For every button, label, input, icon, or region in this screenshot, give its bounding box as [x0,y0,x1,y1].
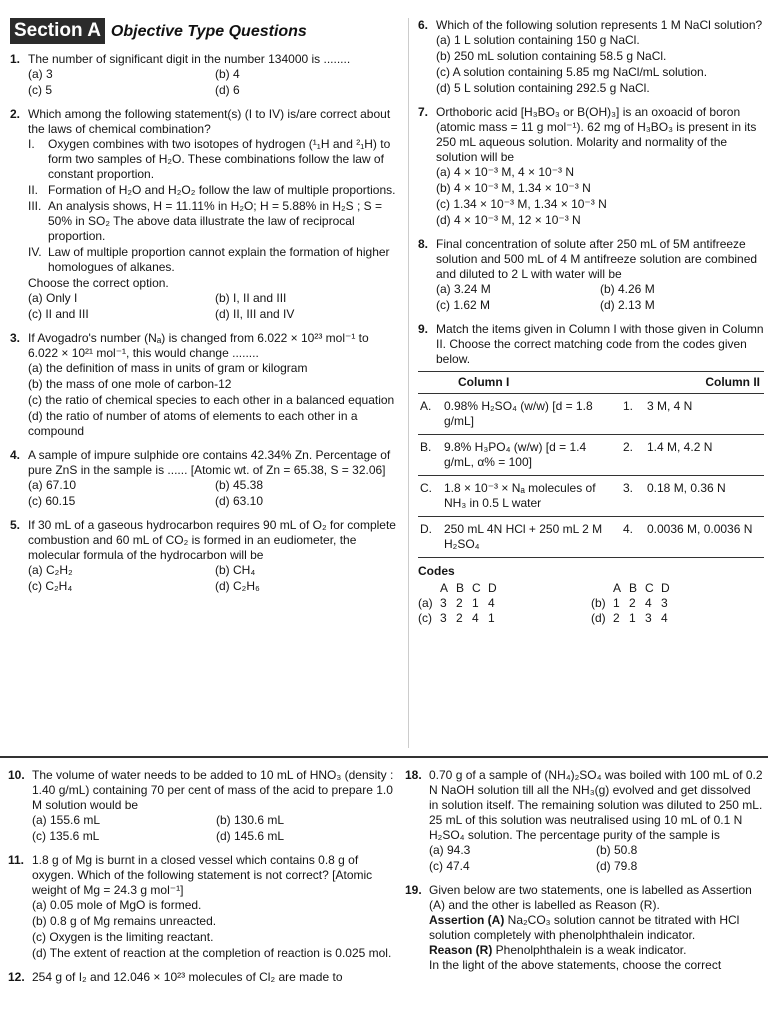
option-a[interactable]: (a) 155.6 mL [32,813,101,827]
question-text: Which among the following statement(s) (I to IV) is/are correct about the laws of chemical combination? [28,107,391,136]
code-value: 2 [629,596,636,610]
option-a[interactable]: (a) 3.24 M [436,282,491,296]
reason-text: Phenolphthalein is a weak indicator. [492,943,687,957]
code-header: C [645,581,654,595]
statement-1 [28,137,402,182]
question-2 [10,107,402,322]
option-c[interactable]: (c) the ratio of chemical species to each other in a balanced equation [28,393,395,407]
question-text: Match the items given in Column I with those given in Column II. Choose the correct matching code from the codes given below. [436,322,764,366]
row-number: 2. [621,435,645,476]
assertion [429,913,763,943]
assertion-label: Assertion (A) [429,913,505,927]
option-b[interactable]: (b) 130.6 mL [216,813,285,827]
question-number: 9. [418,322,429,336]
option-d[interactable]: (d) 4 × 10⁻³ M, 12 × 10⁻³ N [436,213,581,227]
code-header: B [456,581,465,595]
question-number: 5. [10,518,21,532]
option-c[interactable]: (c) 135.6 mL [32,829,100,843]
options [28,361,402,439]
reason [429,943,763,958]
option-b[interactable]: (b) 0.8 g of Mg remains unreacted. [32,914,217,928]
statement-text: Formation of H₂O and H₂O₂ follow the law of multiple proportions. [48,183,396,197]
code-value: 2 [613,611,620,625]
column-1-cell: 0.98% H₂SO₄ (w/w) [d = 1.8 g/mL] [442,394,621,435]
option-b[interactable]: (b) CH₄ [215,563,256,577]
column-1-cell: 1.8 × 10⁻³ × Nₐ molecules of NH₃ in 0.5 L water [442,476,621,517]
question-12 [8,970,400,985]
option-a[interactable]: (a) 3 [28,67,53,81]
question-6 [418,18,764,96]
row-number: 3. [621,476,645,517]
code-option-b[interactable]: (b) [591,596,606,610]
code-value: 1 [488,611,495,625]
question-number: 10. [8,768,25,782]
option-c[interactable]: (c) II and III [28,307,89,321]
statement-number: II. [28,183,39,197]
options [28,563,402,594]
table-row [418,476,764,517]
option-b[interactable]: (b) I, II and III [215,291,287,305]
statement-text: An analysis shows, H = 11.11% in H₂O; H = 5.88% in H₂S ; S = 50% in SO₂ The above data illustrate the law of reciprocal proportion. [48,199,383,243]
option-d[interactable]: (d) 2.13 M [600,298,655,312]
code-value: 3 [440,596,447,610]
option-d[interactable]: (d) 5 L solution containing 292.5 g NaCl. [436,81,650,95]
question-text: The volume of water needs to be added to 10 mL of HNO₃ (density : 1.40 g/mL) containing 70 per cent of mass of the acid to prepare 1.0 M solution would be [32,768,394,812]
page-divider [0,756,768,758]
statement-text: Law of multiple proportion cannot explain the formation of higher homologues of alkanes. [48,245,390,274]
question-text: The number of significant digit in the number 134000 is ........ [28,52,351,66]
question-1 [10,52,402,98]
option-c[interactable]: (c) C₂H₄ [28,579,73,593]
question-11 [8,853,400,961]
option-a[interactable]: (a) 4 × 10⁻³ M, 4 × 10⁻³ N [436,165,575,179]
question-text: 1.8 g of Mg is burnt in a closed vessel which contains 0.8 g of oxygen. Which of the following statement is not correct? [Atomic weight of Mg = 24.3 g mol⁻¹] [32,853,373,897]
row-letter: B. [418,435,442,476]
option-a[interactable]: (a) 0.05 mole of MgO is formed. [32,898,202,912]
code-value: 1 [613,596,620,610]
right-column [418,18,764,635]
option-a[interactable]: (a) 94.3 [429,843,471,857]
options [28,478,402,509]
codes-spacer [591,581,613,596]
statement-3 [28,199,402,244]
column-separator [408,18,409,748]
question-number: 19. [405,883,422,897]
code-value: 1 [629,611,636,625]
statement-4 [28,245,402,275]
question-text: 254 g of I₂ and 12.046 × 10²³ molecules of Cl₂ are made to [32,970,343,984]
option-d[interactable]: (d) 145.6 mL [216,829,285,843]
column-1-cell: 250 mL 4N HCl + 250 mL 2 M H₂SO₄ [442,517,621,558]
code-value: 4 [661,611,668,625]
code-value: 3 [645,611,652,625]
options [32,898,400,961]
code-header: A [613,581,622,595]
section-title: Objective Type Questions [110,22,307,40]
option-d[interactable]: (d) The extent of reaction at the completion of reaction is 0.025 mol. [32,946,392,960]
codes-block-right [591,581,764,626]
code-value: 3 [440,611,447,625]
question-number: 1. [10,52,21,66]
question-number: 11. [8,853,25,867]
question-text: Final concentration of solute after 250 mL of 5M antifreeze solution and 500 mL of 4 M antifreeze solution are combined and diluted to 2 L with water will be [436,237,758,281]
option-c[interactable]: (c) 47.4 [429,859,470,873]
question-text: Which of the following solution represents 1 M NaCl solution? [436,18,763,32]
option-d[interactable]: (d) the ratio of number of atoms of elements to each other in a compound [28,409,358,438]
question-text: Given below are two statements, one is labelled as Assertion (A) and the other is labelled as Reason (R). [429,883,752,912]
question-number: 8. [418,237,429,251]
question-tail: In the light of the above statements, choose the correct [429,958,722,972]
statement-number: I. [28,137,35,151]
question-18 [405,768,763,874]
question-number: 4. [10,448,21,462]
options [436,165,764,228]
question-number: 2. [10,107,21,121]
row-letter: A. [418,394,442,435]
right-column-bottom [405,768,763,982]
column-2-cell: 1.4 M, 4.2 N [645,435,764,476]
statement-number: III. [28,199,42,213]
option-d[interactable]: (d) II, III and IV [215,307,295,321]
codes-title: Codes [418,564,455,578]
code-header: A [440,581,449,595]
option-a[interactable]: (a) C₂H₂ [28,563,73,577]
question-number: 18. [405,768,422,782]
question-text: If 30 mL of a gaseous hydrocarbon requires 90 mL of O₂ for complete combustion and 60 mL of CO₂ is formed in an eudiometer, the molecular formula of the hydrocarbon will be [28,518,396,562]
codes-block-left [418,581,591,626]
code-option-d[interactable]: (d) [591,611,606,625]
option-b[interactable]: (b) 4 [215,67,240,81]
reason-label: Reason (R) [429,943,493,957]
code-value: 1 [472,596,479,610]
option-c[interactable]: (c) 5 [28,83,52,97]
code-header: B [629,581,638,595]
code-value: 4 [488,596,495,610]
section-label: Section A [10,18,105,44]
question-8 [418,237,764,313]
assertion-text: Na₂CO₃ solution cannot be titrated with HCl solution completely with phenolphthalein indicator. [429,913,740,942]
question-number: 3. [10,331,21,345]
column-2-cell: 0.0036 M, 0.0036 N [645,517,764,558]
column-header-1: Column I [418,372,621,394]
question-number: 12. [8,970,25,984]
option-a[interactable]: (a) the definition of mass in units of gram or kilogram [28,361,308,375]
option-a[interactable]: (a) Only I [28,291,78,305]
statement-text: Oxygen combines with two isotopes of hydrogen (¹₁H and ²₁H) to form two samples of H₂O. These combinations follow the law of constant proportion. [48,137,391,181]
option-b[interactable]: (b) 4 × 10⁻³ M, 1.34 × 10⁻³ N [436,181,591,195]
code-value: 4 [472,611,479,625]
table-row [418,394,764,435]
option-a[interactable]: (a) 1 L solution containing 150 g NaCl. [436,33,640,47]
left-column-bottom [8,768,400,994]
option-c[interactable]: (c) 60.15 [28,494,76,508]
code-value: 2 [456,611,463,625]
option-b[interactable]: (b) 50.8 [596,843,638,857]
row-letter: C. [418,476,442,517]
question-text: 0.70 g of a sample of (NH₄)₂SO₄ was boiled with 100 mL of 0.2 N NaOH solution till all the NH₃(g) evolved and get dissolved in solution itself. The remaining solution was diluted to 250 mL. 25 mL of this solution was neutralised using 10 mL of 0.1 N H₂SO₄ solution. The percentage purity of the sample is [429,768,763,842]
option-d[interactable]: (d) 79.8 [596,859,638,873]
code-option-c[interactable]: (c) [418,611,432,625]
row-letter: D. [418,517,442,558]
question-5 [10,518,402,594]
question-19 [405,883,763,973]
option-b[interactable]: (b) 45.38 [215,478,264,492]
code-value: 3 [661,596,668,610]
option-c[interactable]: (c) 1.34 × 10⁻³ M, 1.34 × 10⁻³ N [436,197,607,211]
row-number: 1. [621,394,645,435]
statement-number: IV. [28,245,42,259]
question-number: 6. [418,18,429,32]
option-b[interactable]: (b) 4.26 M [600,282,655,296]
codes-spacer [418,581,440,596]
table-row [418,435,764,476]
code-value: 2 [456,596,463,610]
option-d[interactable]: (d) C₂H₆ [215,579,260,593]
option-b[interactable]: (b) 250 mL solution containing 58.5 g NaCl. [436,49,667,63]
column-2-cell: 0.18 M, 0.36 N [645,476,764,517]
question-7 [418,105,764,228]
question-text: A sample of impure sulphide ore contains 42.34% Zn. Percentage of pure ZnS in the sample is ...... [Atomic wt. of Zn = 65.38, S = 32.06] [28,448,391,477]
option-c[interactable]: (c) A solution containing 5.85 mg NaCl/mL solution. [436,65,708,79]
codes-grid [418,581,764,626]
options [32,813,400,844]
code-header: C [472,581,481,595]
match-table [418,371,764,558]
statement-2 [28,183,402,198]
options [28,67,402,98]
left-column [10,18,402,603]
question-text: If Avogadro's number (Nₐ) is changed from 6.022 × 10²³ mol⁻¹ to 6.022 × 10²¹ mol⁻¹, this would change ........ [28,331,369,360]
option-c[interactable]: (c) 1.62 M [436,298,491,312]
section-header [10,18,402,44]
option-c[interactable]: (c) Oxygen is the limiting reactant. [32,930,214,944]
option-b[interactable]: (b) the mass of one mole of carbon-12 [28,377,232,391]
options [28,291,402,322]
question-text: Orthoboric acid [H₃BO₃ or B(OH)₃] is an oxoacid of boron (atomic mass = 11 g mol⁻¹). 62 mg of H₃BO₃ is present in its 250 mL aqueous solution. Molarity and normality of the solution will be [436,105,757,164]
option-d[interactable]: (d) 6 [215,83,240,97]
column-1-cell: 9.8% H₃PO₄ (w/w) [d = 1.4 g/mL, α% = 100] [442,435,621,476]
code-header: D [661,581,670,595]
options [436,282,764,313]
choose-text: Choose the correct option. [28,276,169,290]
code-option-a[interactable]: (a) [418,596,433,610]
column-2-cell: 3 M, 4 N [645,394,764,435]
table-row [418,517,764,558]
column-header-2: Column II [621,372,764,394]
options [436,33,764,96]
question-number: 7. [418,105,429,119]
question-4 [10,448,402,509]
options [429,843,763,874]
option-d[interactable]: (d) 63.10 [215,494,264,508]
question-10 [8,768,400,844]
question-9 [418,322,764,626]
statements [28,137,402,275]
code-value: 4 [645,596,652,610]
question-3 [10,331,402,439]
option-a[interactable]: (a) 67.10 [28,478,77,492]
row-number: 4. [621,517,645,558]
code-header: D [488,581,497,595]
